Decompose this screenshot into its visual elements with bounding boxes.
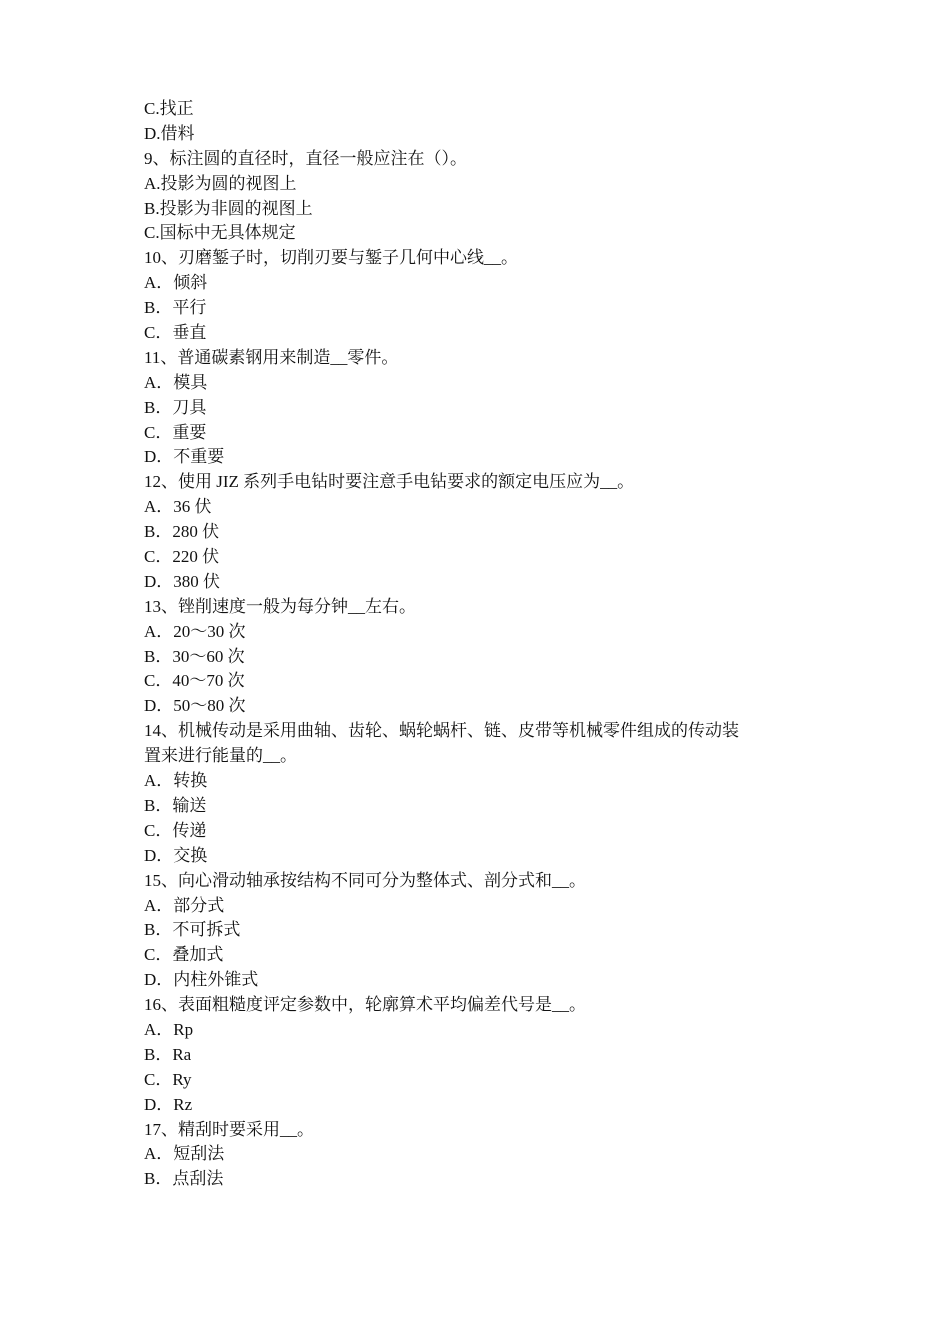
option-10b: B．平行: [144, 298, 207, 318]
question-17: 17、精刮时要采用__。: [144, 1119, 314, 1139]
question-14-line-1: 14、机械传动是采用曲轴、齿轮、蜗轮蜗杆、链、皮带等机械零件组成的传动装: [144, 721, 739, 741]
option-8d: D.借料: [144, 123, 195, 143]
question-13: 13、锉削速度一般为每分钟__左右。: [144, 596, 416, 616]
option-17b: B．点刮法: [144, 1169, 224, 1189]
question-12: 12、使用 JIZ 系列手电钻时要注意手电钻要求的额定电压应为__。: [144, 472, 635, 492]
option-12c: C．220 伏: [144, 547, 220, 567]
option-14d: D．交换: [144, 845, 208, 865]
option-15d: D．内柱外锥式: [144, 970, 259, 990]
option-17a: A．短刮法: [144, 1144, 225, 1164]
option-13a: A．20～30 次: [144, 621, 246, 641]
option-15b: B．不可拆式: [144, 920, 241, 940]
option-12b: B．280 伏: [144, 522, 220, 542]
option-11d: D．不重要: [144, 447, 225, 467]
question-16: 16、表面粗糙度评定参数中，轮廓算术平均偏差代号是__。: [144, 995, 586, 1015]
option-12d: D．380 伏: [144, 571, 221, 591]
option-13d: D．50～80 次: [144, 696, 246, 716]
option-9a: A.投影为圆的视图上: [144, 173, 297, 193]
option-9b: B.投影为非圆的视图上: [144, 198, 313, 218]
question-11: 11、普通碳素钢用来制造__零件。: [144, 347, 399, 367]
option-16c: C．Ry: [144, 1069, 192, 1089]
option-11b: B．刀具: [144, 397, 207, 417]
option-8c: C.找正: [144, 99, 194, 118]
option-16a: A．Rp: [144, 1019, 194, 1039]
question-9: 9、标注圆的直径时，直径一般应注在（）。: [144, 148, 467, 168]
option-14a: A．转换: [144, 771, 208, 791]
option-15c: C．叠加式: [144, 945, 224, 965]
option-10c: C．垂直: [144, 323, 207, 343]
option-14c: C．传递: [144, 820, 207, 840]
option-11c: C．重要: [144, 422, 207, 442]
option-10a: A．倾斜: [144, 273, 208, 293]
option-15a: A．部分式: [144, 895, 225, 915]
document-page: [144, 97, 824, 1192]
question-14-line-2: 置来进行能量的__。: [144, 746, 297, 766]
question-15: 15、向心滑动轴承按结构不同可分为整体式、剖分式和__。: [144, 870, 586, 890]
option-14b: B．输送: [144, 795, 207, 815]
option-11a: A．模具: [144, 372, 208, 392]
option-16d: D．Rz: [144, 1094, 193, 1114]
option-13c: C．40～70 次: [144, 671, 245, 691]
option-13b: B．30～60 次: [144, 646, 245, 666]
option-12a: A．36 伏: [144, 497, 212, 517]
option-9c: C.国标中无具体规定: [144, 223, 296, 243]
question-10: 10、刃磨錾子时，切削刃要与錾子几何中心线__。: [144, 248, 518, 268]
option-16b: B．Ra: [144, 1044, 192, 1064]
